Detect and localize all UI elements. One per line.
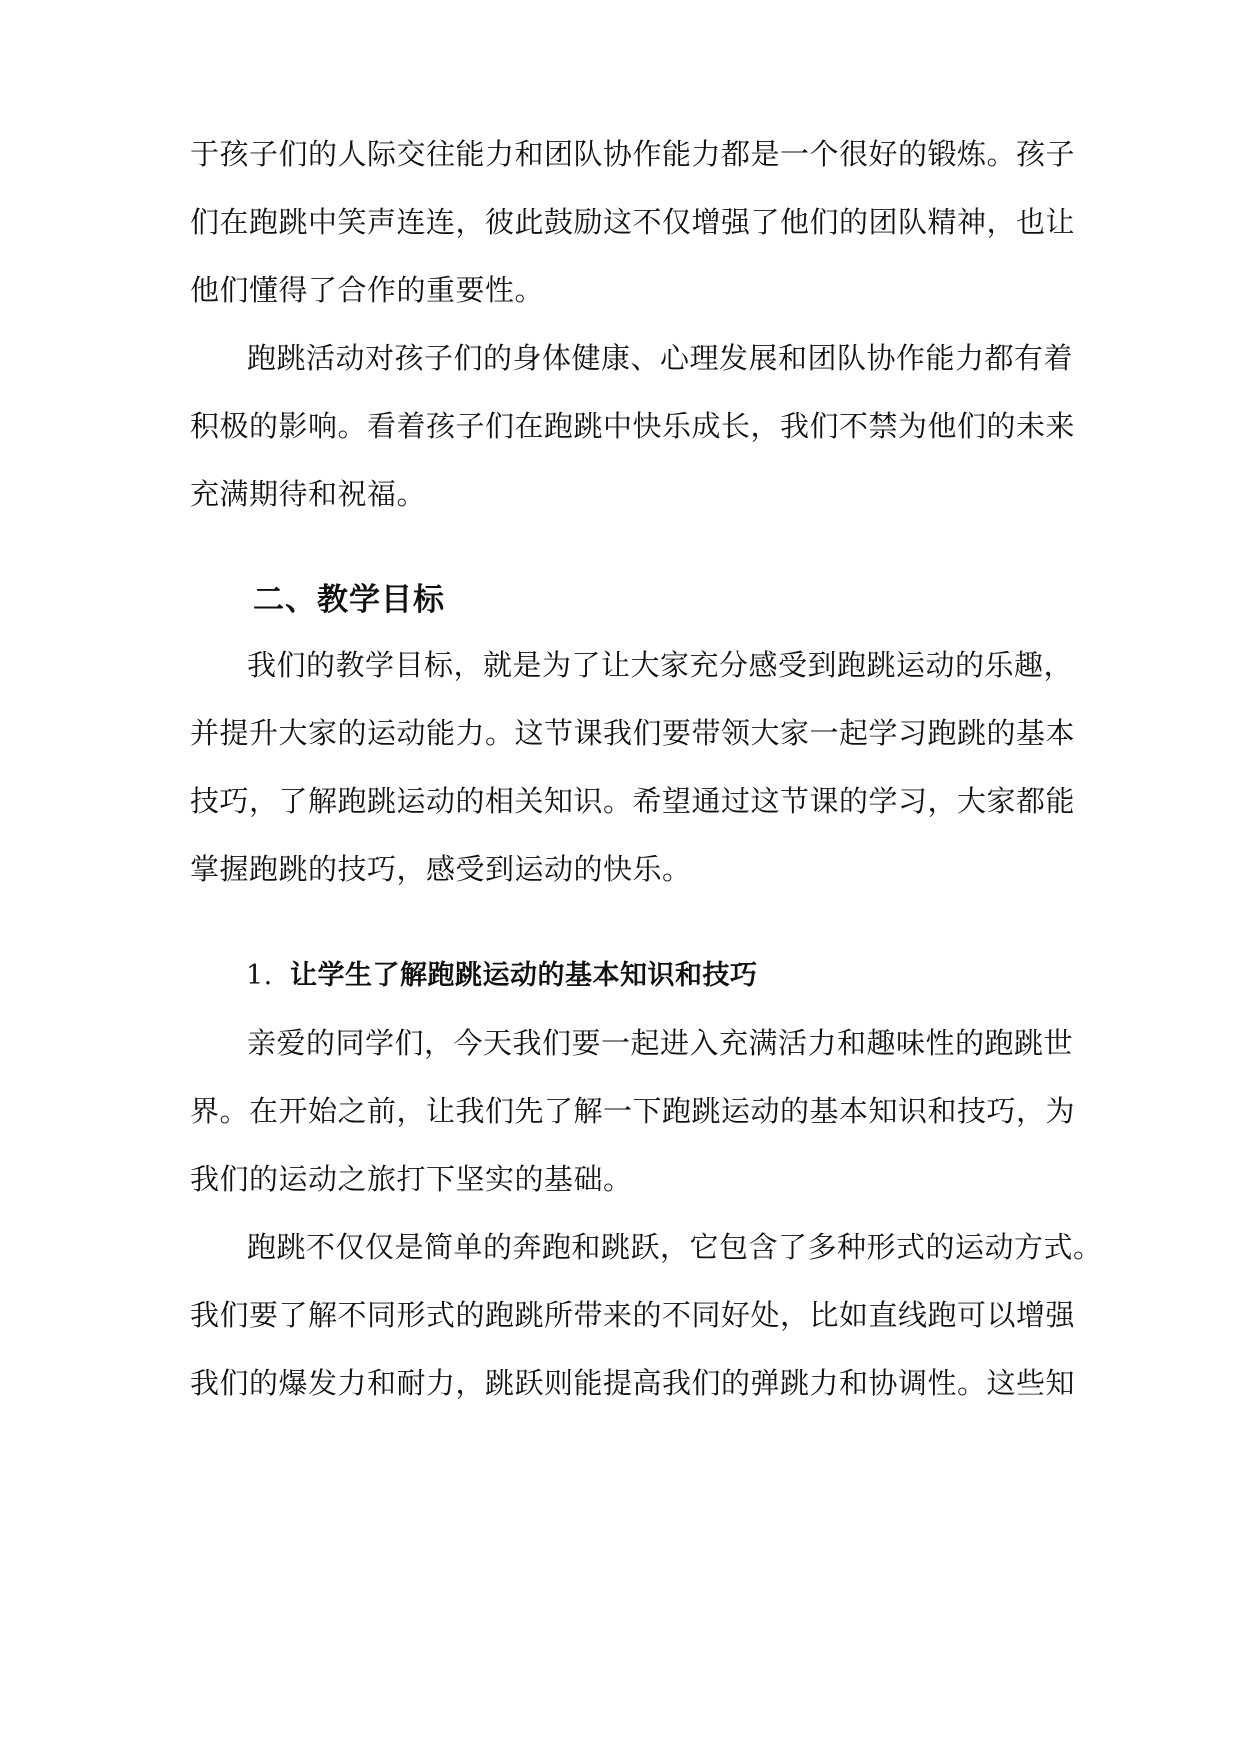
subsection-number: 1. bbox=[246, 960, 273, 991]
section-heading: 二、教学目标 bbox=[253, 582, 445, 618]
paragraph-line: 们在跑跳中笑声连连，彼此鼓励这不仅增强了他们的团队精神，也让 bbox=[190, 205, 1076, 239]
paragraph-line: 跑跳活动对孩子们的身体健康、心理发展和团队协作能力都有着 bbox=[247, 341, 1074, 375]
paragraph-line: 跑跳不仅仅是简单的奔跑和跳跃，它包含了多种形式的运动方式。 bbox=[247, 1230, 1103, 1264]
subsection-heading bbox=[246, 953, 758, 992]
paragraph-line: 我们的爆发力和耐力，跳跃则能提高我们的弹跳力和协调性。这些知 bbox=[190, 1366, 1076, 1400]
paragraph-line: 我们的运动之旅打下坚实的基础。 bbox=[190, 1162, 633, 1196]
paragraph-line: 我们要了解不同形式的跑跳所带来的不同好处，比如直线跑可以增强 bbox=[190, 1298, 1076, 1332]
paragraph-line: 掌握跑跳的技巧，感受到运动的快乐。 bbox=[190, 852, 692, 886]
paragraph-line: 于孩子们的人际交往能力和团队协作能力都是一个很好的锻炼。孩子 bbox=[190, 137, 1076, 171]
paragraph-line: 并提升大家的运动能力。这节课我们要带领大家一起学习跑跳的基本 bbox=[190, 716, 1076, 750]
paragraph-line: 我们的教学目标，就是为了让大家充分感受到跑跳运动的乐趣， bbox=[247, 648, 1074, 682]
paragraph-line: 技巧，了解跑跳运动的相关知识。希望通过这节课的学习，大家都能 bbox=[190, 784, 1076, 818]
subsection-title: 让学生了解跑跳运动的基本知识和技巧 bbox=[290, 960, 758, 991]
paragraph-line: 充满期待和祝福。 bbox=[190, 477, 427, 511]
paragraph-line: 亲爱的同学们，今天我们要一起进入充满活力和趣味性的跑跳世 bbox=[247, 1026, 1074, 1060]
paragraph-line: 积极的影响。看着孩子们在跑跳中快乐成长，我们不禁为他们的未来 bbox=[190, 409, 1076, 443]
paragraph-line: 界。在开始之前，让我们先了解一下跑跳运动的基本知识和技巧，为 bbox=[190, 1094, 1076, 1128]
paragraph-line: 他们懂得了合作的重要性。 bbox=[190, 273, 545, 307]
